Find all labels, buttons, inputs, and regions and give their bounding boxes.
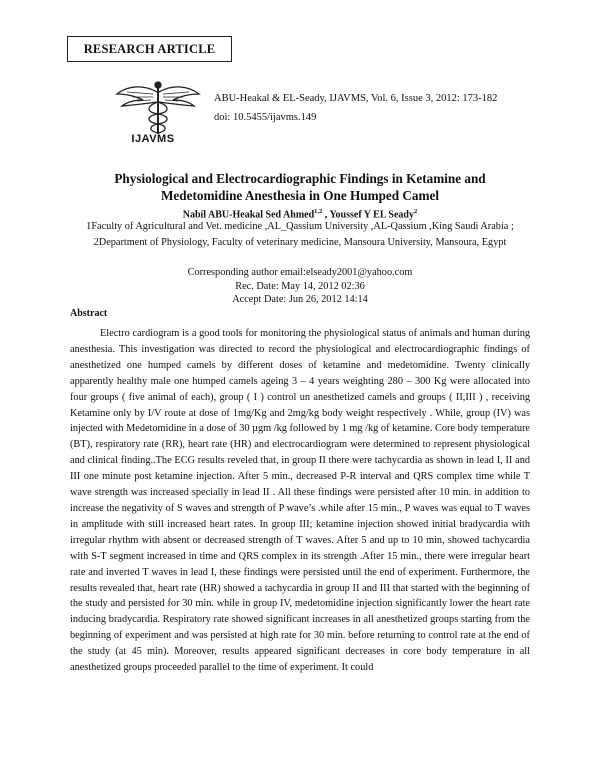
article-meta <box>70 266 530 307</box>
corresponding-author[interactable]: Corresponding author email:elseady2001@yahoo.com <box>187 267 413 278</box>
abstract-body: Electro cardiogram is a good tools for monitoring the physiological status of animals and human during anesthesia. This investigation was directed to record the physiological and electrocardiographic findings of anesthetized one humped camels by different doses of ketamine and medetomidine. Twenty clinically apparently healthy male one humped camels ageing 3 – 4 years weighting 280 – 300 Kg were allocated into four groups ( five animal of each), group ( I ) control un anesthetized camels and groups ( II,III ) , receiving Ketamine only by I/V route at dose of 1mg/Kg and 2mg/kg body weight respectively . While, group (IV) was injected with Medetomidine in a dose of 30 µgm /kg followed by 1 mg /kg of ketamine. Core body temperature (BT), respiratory rate (RR), heart rate (HR) and electrocardiogram were determined to represent physiological and clinical finding..The ECG results reveled that, in group II there were tachycardia as shown in lead I, II and III one minute post ketamine injection. After 5 min., decreased P-R interval and QRS complex time while T wave strength was increased specially in lead II . All these findings were persisted after 10 min. in addition to increase the negativity of S waves and strength of P wave’s .while after 15 min., P waves was equal to T waves in amplitude with still increased heart rates. In group III; ketamine injection showed initial bradycardia with irregular rhythm with absent or decreased strength of T waves. After 5 and up to 10 min, showed tachycardia with S-T segment increased in time and QRS complex in its strength .After 15 min., there were irregular heart rate and inverted T waves in lead I, these findings were persisted until the end of experiment. Furthermore, the results revealed that, heart rate (HR) showed a tachycardia in group II and III that started with the beginning of the study and persisted for 30 min. while in group IV, medetomidine injection significantly lower the heart rate inducing bradycardia. Respiratory rate showed significant increases in all anesthetized groups starting from the beginning of experiment and was persisted at high rate for 30 min. before returning to control rate at the end of the study (at 45 min). Moreover, results appeared significant decreases in core body temperature in all anesthetized groups proceeded parallel to the time of experiment. It could <box>70 328 530 674</box>
received-date: Rec. Date: May 14, 2012 02:36 <box>235 280 365 292</box>
author-affiliation-mark: 2 <box>414 208 418 215</box>
journal-citation: ABU-Heakal & EL-Seady, IJAVMS, Vol. 6, Issue 3, 2012: 173-182 <box>214 93 498 104</box>
author-name: Nabil ABU-Heakal Sed Ahmed <box>182 209 315 221</box>
article-title: Physiological and Electrocardiographic Findings in Ketamine and Medetomidine Anesthesia in One Humped Camel <box>114 171 486 203</box>
author-affiliation-mark: 1,2 <box>314 208 323 215</box>
doi-link[interactable]: doi: 10.5455/ijavms.149 <box>214 112 317 123</box>
author-separator: , <box>322 209 330 221</box>
article-type-badge: RESEARCH ARTICLE <box>67 36 232 62</box>
accepted-date: Accept Date: Jun 26, 2012 14:14 <box>232 294 368 306</box>
abstract-heading: Abstract <box>70 308 108 319</box>
journal-logo-text: IJAVMS <box>131 133 175 145</box>
author-name: Youssef Y EL Seady <box>329 209 414 221</box>
affiliations: 1Faculty of Agricultural and Vet. medicine ,AL_Qassium University ,AL-Qassium ,King Saudi Arabia ; 2Department of Physiology, Faculty of veterinary medicine, Mansoura University, Mansoura, Egypt <box>86 221 514 249</box>
